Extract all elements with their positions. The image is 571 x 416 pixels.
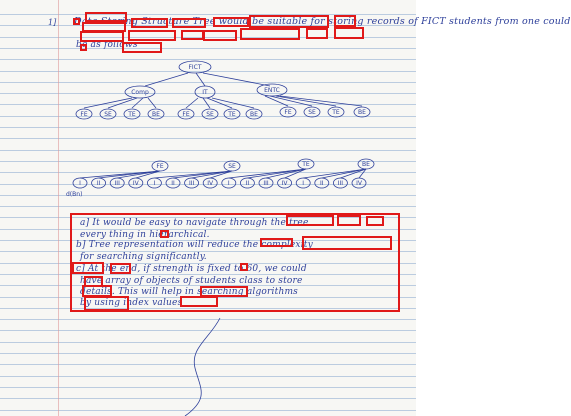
tree-leaf-label: III	[114, 180, 120, 187]
tree-edge	[145, 73, 188, 86]
pen-stroke	[150, 318, 270, 416]
annotation-box	[203, 30, 237, 41]
svg-text:FE: FE	[80, 111, 88, 118]
tree-leaf-label: II	[320, 180, 324, 187]
annotation-box	[85, 12, 127, 22]
answer-line-7: details. This will help in searching algorithms	[80, 287, 298, 297]
tree-leaf-label: II	[171, 180, 175, 187]
tree-leaf-label: I	[302, 180, 305, 187]
answer-line-3: b] Tree representation will reduce the complexity	[76, 240, 313, 250]
tree-leaf-label: II	[245, 180, 250, 187]
tree-edge	[99, 171, 160, 178]
tree-caption: d(Bn)	[66, 191, 83, 198]
annotation-box	[128, 30, 176, 41]
answer-line-5: c] At the end, if strength is fixed to 60, we could	[76, 264, 307, 274]
tree-level2	[76, 107, 370, 119]
tree-leaf-label: I	[153, 180, 156, 187]
annotation-box	[260, 238, 293, 247]
annotation-box	[80, 31, 124, 42]
tree-edge	[196, 73, 205, 86]
annotation-box	[160, 230, 169, 238]
ruled-line	[0, 48, 416, 49]
annotation-box	[84, 296, 129, 311]
annotation-box	[306, 28, 328, 39]
annotation-box	[240, 28, 300, 40]
tree-leaf-label: IV	[281, 180, 288, 187]
tree-leaf-label: III	[188, 180, 195, 187]
answer-line-4: for searching significantly.	[80, 252, 207, 262]
tree-leaf-label: III	[337, 180, 344, 187]
tree-level4	[73, 178, 366, 188]
svg-text:BE: BE	[250, 111, 258, 118]
tree-leaf-label: IV	[356, 180, 362, 187]
tree-leaf-edges	[80, 169, 366, 178]
svg-text:TE: TE	[228, 111, 236, 118]
tree-node-it-label: IT	[202, 89, 208, 96]
tree-node-comp-label: Comp	[131, 89, 149, 96]
annotation-box	[213, 17, 249, 27]
annotation-box	[337, 215, 361, 226]
answer-line-1: a] It would be easy to navigate through the tree	[80, 218, 309, 228]
annotation-box	[302, 236, 392, 250]
svg-text:TE: TE	[302, 161, 310, 168]
tree-edge	[192, 171, 232, 178]
tree-node-entc-label: ENTC	[264, 87, 280, 94]
ruled-line	[0, 206, 416, 207]
tree-edge	[247, 169, 306, 178]
tree-leaf-label: II	[96, 180, 101, 187]
annotation-box	[73, 18, 80, 25]
svg-text:SE: SE	[228, 163, 236, 170]
svg-text:SE: SE	[308, 109, 316, 116]
tree-leaf-label: I	[79, 180, 81, 187]
annotation-box	[334, 27, 364, 39]
annotation-box	[172, 18, 206, 28]
svg-text:FE: FE	[156, 163, 164, 170]
svg-text:TE: TE	[128, 111, 136, 118]
tree-leaf-label: III	[263, 180, 269, 187]
annotation-box	[286, 215, 334, 226]
annotation-box	[180, 296, 218, 307]
svg-text:BE: BE	[362, 161, 370, 168]
tree-level3	[152, 159, 374, 171]
tree-leaf-label: I	[227, 180, 230, 187]
annotation-box	[110, 263, 131, 274]
annotation-box	[72, 262, 104, 274]
tree-diagram	[60, 58, 400, 198]
tree-leaf-label: IV	[132, 180, 139, 187]
annotation-box	[334, 15, 356, 27]
tree-edge	[266, 169, 306, 178]
annotation-box	[80, 44, 87, 51]
question-line-2: be as follows	[76, 40, 138, 50]
margin-line	[58, 0, 59, 416]
svg-text:BE: BE	[152, 111, 160, 118]
tree-node-root-label: FICT	[188, 64, 202, 71]
svg-text:FE: FE	[284, 109, 292, 116]
answer-line-6: have array of objects of students class to store	[80, 276, 303, 286]
svg-text:FE: FE	[182, 111, 190, 118]
annotation-box	[122, 42, 162, 53]
tree-edge	[303, 169, 366, 178]
annotation-box	[181, 30, 204, 40]
question-line-1: Data Storing Structure Tree would be suitable for storing records of FICT students from one could	[74, 16, 571, 27]
svg-text:BE: BE	[358, 109, 366, 116]
tree-edge	[203, 73, 270, 86]
annotation-box	[249, 15, 329, 28]
question-number: 1]	[48, 18, 57, 27]
annotation-box	[131, 18, 168, 28]
svg-text:SE: SE	[206, 111, 214, 118]
svg-text:TE: TE	[332, 109, 340, 116]
annotation-box	[240, 263, 248, 271]
annotation-box	[366, 216, 384, 226]
answer-line-2: every thing in hierarchical.	[80, 230, 210, 240]
tree-leaf-label: IV	[207, 180, 214, 187]
tree-edge	[173, 171, 232, 178]
svg-text:SE: SE	[104, 111, 112, 118]
answer-line-8: by using index values	[80, 298, 183, 308]
